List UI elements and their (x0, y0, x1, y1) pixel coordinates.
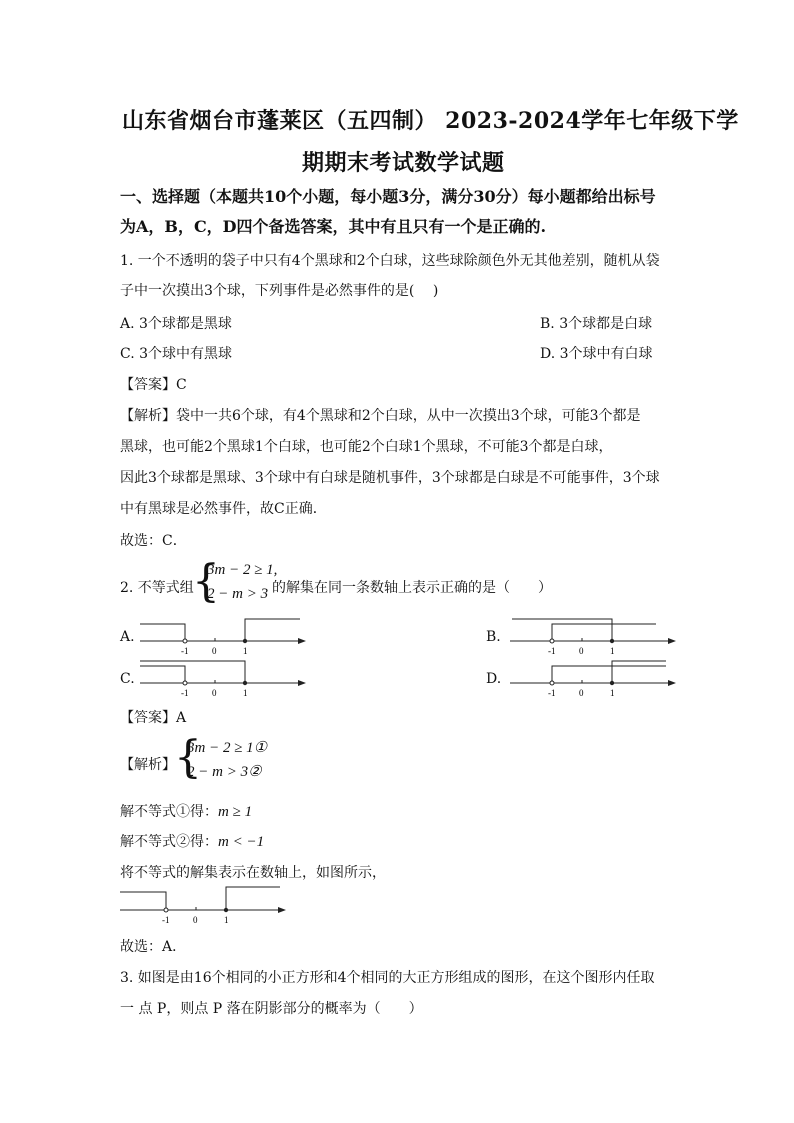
q1-choice: 故选：C． (120, 533, 187, 549)
q2-solve1-math: m ≥ 1 (218, 804, 253, 820)
q2-solve2-text (120, 831, 264, 851)
solution-ray-right (245, 619, 300, 641)
q2-option-d-label: D. (486, 671, 502, 687)
axis-arrow-icon (668, 638, 676, 644)
solution-ray-right (552, 624, 656, 641)
open-dot (550, 681, 554, 685)
axis-arrow-icon (298, 680, 306, 686)
solution-ray-upper (612, 661, 666, 683)
q1-option-b: B. 3个球都是白球 (540, 316, 653, 332)
q2-analysis-label: 【解析】 (120, 757, 176, 773)
tick-label-0: 0 (212, 646, 217, 656)
axis-arrow-icon (278, 907, 286, 913)
q2-choice: 故选：A． (120, 939, 187, 955)
tick-label-neg1: -1 (181, 688, 189, 698)
q2-solution-number-line (116, 882, 292, 926)
q3-stem-line1: 3. 如图是由16个相同的小正方形和4个相同的大正方形组成的图形，在这个图形内任取 (120, 970, 655, 986)
tick-label-1: 1 (610, 646, 615, 656)
tick-label-0: 0 (212, 688, 217, 698)
q2-solve2-math: m < −1 (218, 834, 265, 850)
solution-ray-lower (140, 666, 185, 683)
q2-system-inequality-2: 2 − m > 3② (187, 764, 262, 780)
q2-analysis-brace-icon: { (174, 732, 202, 783)
section-heading-line1: 一、选择题（本题共10个小题，每小题3分，满分30分）每小题都给出标号 (120, 187, 656, 206)
open-dot (183, 639, 187, 643)
section-heading-line2: 为A，B，C，D四个备选答案，其中有且只有一个是正确的. (120, 217, 547, 236)
q1-stem-line2: 子中一次摸出3个球，下列事件是必然事件的是( ) (120, 283, 439, 299)
q3-stem-line2: 一 点 P，则点 P 落在阴影部分的概率为（ ） (120, 1001, 423, 1017)
closed-dot (224, 908, 228, 912)
tick-label-neg1: -1 (548, 646, 556, 656)
q2-option-b-label: B. (486, 629, 501, 645)
document-title-line1: 山东省烟台市蓬莱区（五四制） 2023-2024学年七年级下学 (122, 108, 739, 134)
q2-solve1-prefix: 解不等式①得： (120, 804, 218, 820)
q2-inequality-2: 2 − m > 3 (207, 586, 269, 602)
open-dot (164, 908, 168, 912)
q2-option-b-number-line (506, 614, 682, 660)
tick-label-1: 1 (224, 915, 229, 925)
solution-ray-left (120, 892, 166, 910)
closed-dot (243, 681, 247, 685)
q2-stem-suffix: 的解集在同一条数轴上表示正确的是（ ） (272, 580, 552, 596)
solution-ray-right (226, 887, 280, 910)
q1-analysis-line1: 【解析】袋中一共6个球，有4个黑球和2个白球，从中一次摸出3个球，可能3个都是 (120, 408, 641, 424)
q1-analysis-line4: 中有黑球是必然事件，故C正确． (120, 501, 327, 517)
tick-label-neg1: -1 (548, 688, 556, 698)
axis-arrow-icon (298, 638, 306, 644)
q2-brace-icon: { (192, 556, 220, 607)
open-dot (550, 639, 554, 643)
q2-option-c-label: C. (120, 671, 135, 687)
tick-label-neg1: -1 (162, 915, 170, 925)
q2-answer: 【答案】A (120, 710, 187, 726)
q2-stem-prefix: 2. 不等式组 (120, 580, 194, 596)
q2-system-inequality-1: 3m − 2 ≥ 1① (187, 740, 268, 756)
q2-option-d-number-line (506, 656, 682, 702)
axis-arrow-icon (668, 680, 676, 686)
open-dot (183, 681, 187, 685)
solution-ray-left (140, 624, 185, 641)
tick-label-1: 1 (243, 646, 248, 656)
q1-analysis-line2: 黑球，也可能2个黑球1个白球，也可能2个白球1个黑球，不可能3个都是白球， (120, 439, 613, 455)
closed-dot (610, 681, 614, 685)
q1-option-d: D. 3个球中有白球 (540, 346, 653, 362)
q1-analysis-line3: 因此3个球都是黑球、3个球中有白球是随机事件，3个球都是白球是不可能事件，3个球 (120, 470, 660, 486)
closed-dot (610, 639, 614, 643)
tick-label-0: 0 (579, 646, 584, 656)
q1-option-c: C. 3个球中有黑球 (120, 346, 233, 362)
closed-dot (243, 639, 247, 643)
q2-option-a-label: A. (120, 629, 135, 645)
solution-ray-upper (140, 661, 245, 683)
q2-option-c-number-line (136, 656, 312, 702)
tick-label-neg1: -1 (181, 646, 189, 656)
q1-stem-line1: 1. 一个不透明的袋子中只有4个黑球和2个白球，这些球除颜色外无其他差别，随机从袋 (120, 253, 660, 269)
tick-label-1: 1 (243, 688, 248, 698)
tick-label-0: 0 (193, 915, 198, 925)
solution-ray-left (512, 619, 612, 641)
q2-inequality-1: 3m − 2 ≥ 1, (207, 562, 278, 578)
tick-label-1: 1 (610, 688, 615, 698)
q2-solve2-prefix: 解不等式②得： (120, 834, 218, 850)
tick-label-0: 0 (579, 688, 584, 698)
q1-answer: 【答案】C (120, 377, 187, 393)
q1-option-a: A. 3个球都是黑球 (120, 316, 232, 332)
document-title-line2: 期期末考试数学试题 (302, 150, 505, 176)
q2-solve1-text (120, 801, 252, 821)
q2-represent-text: 将不等式的解集表示在数轴上，如图所示， (120, 865, 386, 881)
q2-option-a-number-line (136, 614, 312, 660)
solution-ray-lower (552, 666, 666, 683)
